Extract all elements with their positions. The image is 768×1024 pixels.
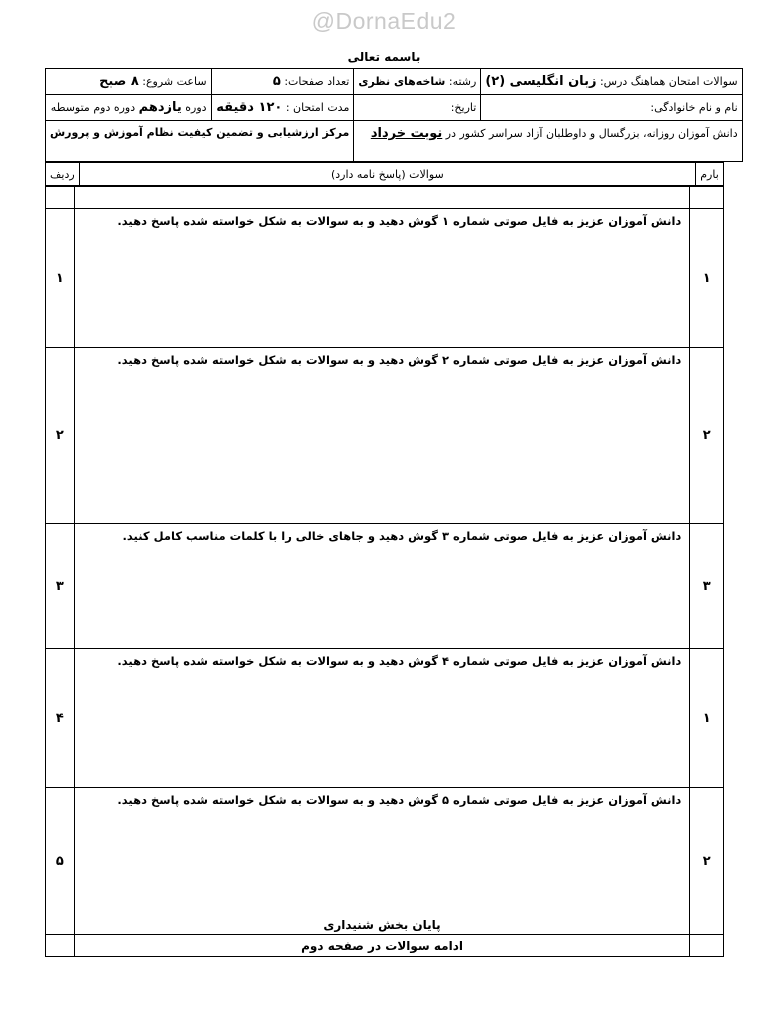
question-text: دانش آموزان عزیز به فایل صوتی شماره ۴ گوش دهید و به سوالات به شکل خواسته شده پاسخ دهید. <box>74 649 690 788</box>
start-label: ساعت شروع: <box>142 75 207 88</box>
question-score: ۲ <box>690 348 724 524</box>
listening-end-label: پایان بخش شنیداری <box>323 918 441 932</box>
grade-prefix: دوره <box>185 101 207 114</box>
question-number: ۲ <box>46 348 75 524</box>
question-score: ۲ <box>690 788 724 935</box>
students-prefix: دانش آموزان روزانه، بزرگسال و داوطلبان آزاد سراسر کشور در <box>445 127 738 140</box>
question-text: دانش آموزان عزیز به فایل صوتی شماره ۳ گوش دهید و جاهای خالی را با کلمات مناسب کامل کنید. <box>74 524 690 649</box>
pages-cell <box>211 69 354 95</box>
question-text: دانش آموزان عزیز به فایل صوتی شماره ۱ گوش دهید و به سوالات به شکل خواسته شده پاسخ دهید. <box>74 209 690 348</box>
center-name: مرکز ارزشیابی و تضمین کیفیت نظام آموزش و پرورش <box>50 126 350 139</box>
duration-value: ۱۲۰ دقیقه <box>216 100 283 115</box>
row-column-header: ردیف <box>46 163 80 186</box>
field-cell <box>354 69 481 95</box>
question-score: ۳ <box>690 524 724 649</box>
question-row <box>46 788 724 935</box>
questions-table <box>45 186 724 957</box>
question-text <box>74 788 690 935</box>
basmala-heading: باسمه تعالی <box>347 50 421 64</box>
column-header-table <box>45 162 724 186</box>
subject-value: زبان انگلیسی (۲) <box>485 74 597 89</box>
field-label: رشته: <box>448 75 477 88</box>
students-session-cell <box>354 121 742 162</box>
score-column-header: بارم <box>696 163 724 186</box>
center-cell <box>46 121 354 162</box>
question-row <box>46 524 724 649</box>
question-score: ۱ <box>690 209 724 348</box>
grade-value: یازدهم <box>138 100 182 115</box>
continuation-note: ادامه سوالات در صفحه دوم <box>74 935 690 957</box>
grade-cell <box>46 95 212 121</box>
watermark: @DornaEdu2 <box>311 8 457 34</box>
field-value: شاخه‌های نظری <box>358 75 446 88</box>
exam-header-table <box>45 68 743 162</box>
question-text: دانش آموزان عزیز به فایل صوتی شماره ۲ گوش دهید و به سوالات به شکل خواسته شده پاسخ دهید. <box>74 348 690 524</box>
duration-cell <box>211 95 354 121</box>
question-number: ۱ <box>46 209 75 348</box>
start-value: ۸ صبح <box>99 74 139 89</box>
subject-cell <box>481 69 742 95</box>
pages-value: ۵ <box>272 74 281 89</box>
question-5-text: دانش آموزان عزیز به فایل صوتی شماره ۵ گوش دهید و به سوالات به شکل خواسته شده پاسخ دهید. <box>117 793 682 807</box>
continuation-row <box>46 935 724 957</box>
question-row <box>46 209 724 348</box>
name-label: نام و نام خانوادگی: <box>650 101 738 114</box>
date-label: تاریخ: <box>450 101 477 114</box>
questions-column-header: سوالات (پاسخ نامه دارد) <box>79 163 695 186</box>
question-number: ۵ <box>46 788 75 935</box>
duration-label: مدت امتحان : <box>285 101 350 114</box>
question-score: ۱ <box>690 649 724 788</box>
subject-label: سوالات امتحان هماهنگ درس: <box>599 75 738 88</box>
pages-label: تعداد صفحات: <box>284 75 350 88</box>
name-cell <box>481 95 742 121</box>
spacer-row <box>46 187 724 209</box>
question-row <box>46 649 724 788</box>
start-time-cell <box>46 69 212 95</box>
grade-suffix: دوره دوم متوسطه <box>50 101 136 114</box>
session-value: نوبت خرداد <box>370 126 443 141</box>
question-number: ۳ <box>46 524 75 649</box>
question-row <box>46 348 724 524</box>
date-cell <box>354 95 481 121</box>
question-number: ۴ <box>46 649 75 788</box>
